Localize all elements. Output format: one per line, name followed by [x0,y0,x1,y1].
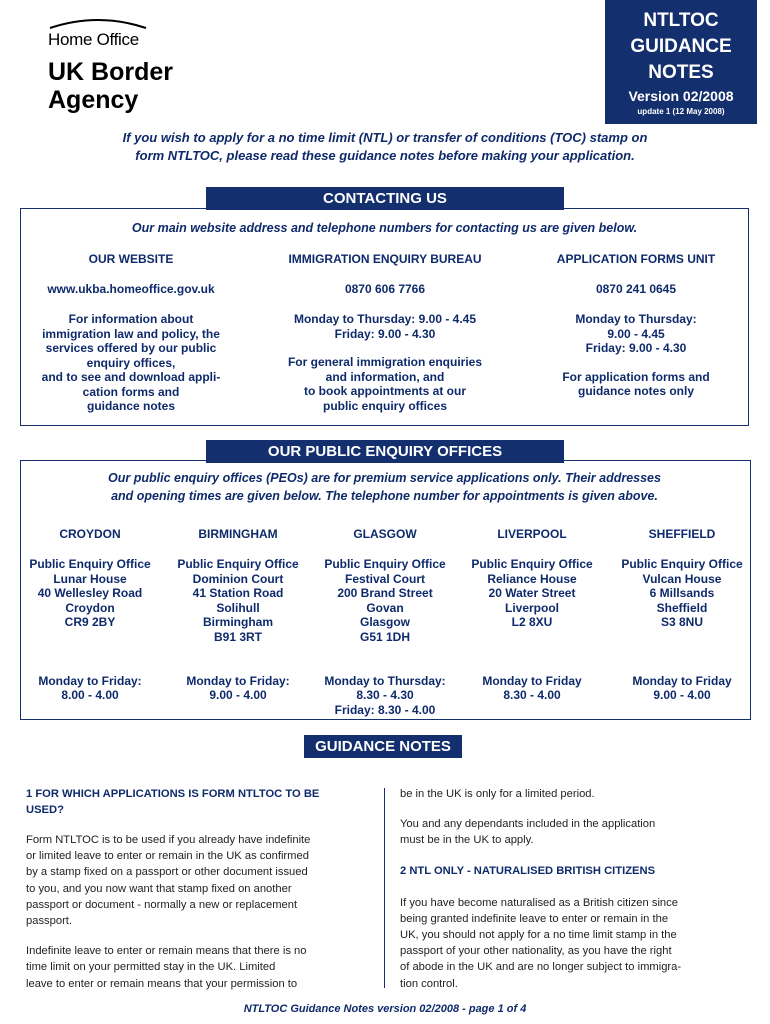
contacting-subtitle: Our main website address and telephone numbers for contacting us are given below. [131,221,638,235]
office-croydon: CROYDON Public Enquiry Office Lunar House 40 Wellesley Road Croydon CR9 2BY Monday to Friday: 8.00 - 4.00 [29,527,151,702]
office-glasgow: GLASGOW Public Enquiry Office Festival Court 200 Brand Street Govan Glasgow G51 1DH Monday to Thursday: 8.30 - 4.30 Friday: 8.30 - 4.00 [324,527,446,717]
page-footer: NTLTOC Guidance Notes version 02/2008 - page 1 of 4 [243,1003,527,1015]
document-title-box [605,0,757,124]
contact-column-forms-unit: APPLICATION FORMS UNIT 0870 241 0645 Monday to Thursday: 9.00 - 4.45 Friday: 9.00 - 4.30 For application forms and guidance notes only [530,252,742,399]
crest-logo [48,16,148,30]
office-sheffield: SHEFFIELD Public Enquiry Office Vulcan House 6 Millsands Sheffield S3 8NU Monday to Friday 9.00 - 4.00 [621,527,743,702]
intro-text: If you wish to apply for a no time limit (NTL) or transfer of conditions (TOC) stamp on form NTLTOC, please read these guidance notes before making your application. [122,130,648,163]
guidance-left-column [26,786,370,992]
section-1-paragraph: Form NTLTOC is to be used if you already have indefinite or limited leave to enter or remain in the UK as confirmed by a stamp fixed on a passport or other document issued to you, and you now want that stamp fixed on another passport or document - normally a new or replacement passport. [26,834,311,928]
peo-banner: OUR PUBLIC ENQUIRY OFFICES [206,440,564,463]
section-1-heading: 1 FOR WHICH APPLICATIONS IS FORM NTLTOC TO BE USED? [26,788,320,816]
ukba-logo-text: UK Border Agency [48,58,174,114]
version-label: Version 02/2008 [628,88,734,104]
title-line: NOTES [648,62,714,83]
contact-column-enquiry-bureau: IMMIGRATION ENQUIRY BUREAU 0870 606 7766 Monday to Thursday: 9.00 - 4.45 Friday: 9.00 - 4.30 For general immigration enquiries and information, and to book appointments at our public enquiry offices [256,252,514,413]
office-birmingham: BIRMINGHAM Public Enquiry Office Dominion Court 41 Station Road Solihull Birmingham B91 3RT Monday to Friday: 9.00 - 4.00 [177,527,299,702]
website-link[interactable]: www.ukba.homeoffice.gov.uk [47,282,215,296]
section-1-paragraph: Indefinite leave to enter or remain means that there is no time limit on your permitted stay in the UK. Limited leave to enter or remain means that your permission to [26,945,307,990]
update-label: update 1 (12 May 2008) [637,107,725,116]
contact-column-website: OUR WEBSITE www.ukba.homeoffice.gov.uk For information about immigration law and policy, the services offered by our public enquiry offices, and to see and download appli- cation forms and guidance notes [20,252,242,414]
contacting-banner: CONTACTING US [206,187,564,210]
forms-phone: 0870 241 0645 [595,282,677,296]
guidance-banner: GUIDANCE NOTES [304,735,462,758]
peo-subtitle: Our public enquiry offices (PEOs) are for premium service applications only. Their addresses and opening times are given below. The telephone number for appointments is given above. [108,471,661,503]
home-office-label: Home Office [48,30,139,49]
section-1-paragraph: You and any dependants included in the application must be in the UK to apply. [400,818,656,847]
section-2-heading: 2 NTL ONLY - NATURALISED BRITISH CITIZENS [400,864,656,877]
column-divider [384,788,385,988]
enquiry-phone: 0870 606 7766 [344,282,426,296]
office-liverpool: LIVERPOOL Public Enquiry Office Reliance House 20 Water Street Liverpool L2 8XU Monday to Friday 8.30 - 4.00 [471,527,593,702]
section-1-continued: be in the UK is only for a limited period. [400,788,595,800]
title-line: NTLTOC [643,10,719,31]
guidance-right-column [400,786,746,992]
section-2-paragraph: If you have become naturalised as a British citizen since being granted indefinite leave to enter or remain in the UK, you should not apply for a no time limit stamp in the passport of your other nationality, as you have the right of abode in the UK and are no longer subject to immigra- tion control. [400,896,682,990]
title-line: GUIDANCE [630,36,732,57]
